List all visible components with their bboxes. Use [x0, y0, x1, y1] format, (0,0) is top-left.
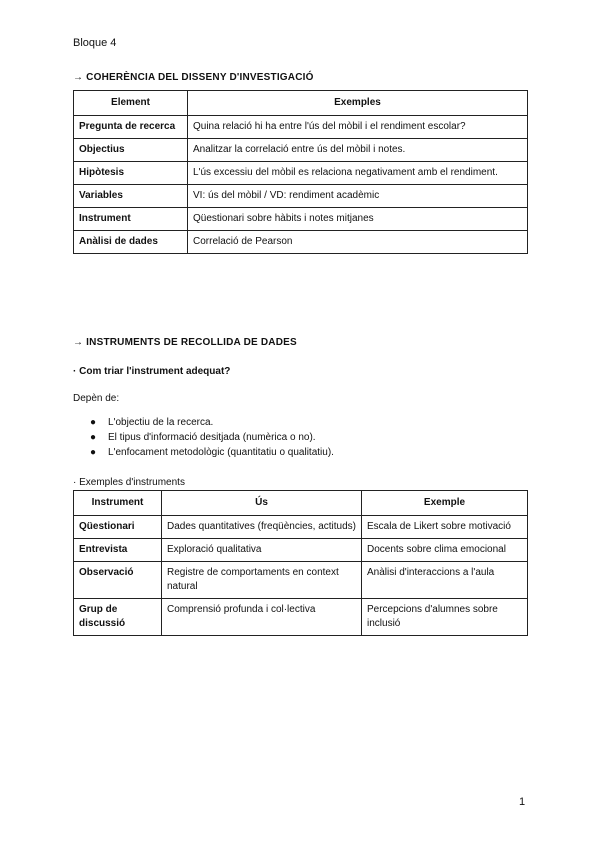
- use-cell: Dades quantitatives (freqüències, actituds): [162, 516, 362, 539]
- bullet-icon: ●: [90, 417, 97, 428]
- example-cell: Correlació de Pearson: [188, 231, 528, 254]
- table-header-row: [74, 91, 528, 116]
- examples-label: · Exemples d'instruments: [73, 477, 185, 488]
- column-header-examples: Exemples: [188, 91, 528, 116]
- table-row: [74, 599, 528, 636]
- element-cell: Variables: [74, 185, 188, 208]
- instrument-cell: Entrevista: [74, 539, 162, 562]
- instrument-cell: Grup de discussió: [74, 599, 162, 636]
- table-row: [74, 139, 528, 162]
- example-cell: Anàlisi d'interaccions a l'aula: [362, 562, 528, 599]
- table-row: [74, 539, 528, 562]
- example-cell: Docents sobre clima emocional: [362, 539, 528, 562]
- column-header-use: Ús: [162, 491, 362, 516]
- element-cell: Pregunta de recerca: [74, 116, 188, 139]
- table-row: [74, 185, 528, 208]
- table-row: [74, 231, 528, 254]
- column-header-example: Exemple: [362, 491, 528, 516]
- table-row: [74, 162, 528, 185]
- use-cell: Comprensió profunda i col·lectiva: [162, 599, 362, 636]
- coherence-table: [73, 90, 528, 254]
- section-heading-instruments: → INSTRUMENTS DE RECOLLIDA DE DADES: [73, 337, 297, 348]
- example-cell: Analitzar la correlació entre ús del mòbil i notes.: [188, 139, 528, 162]
- subheading-choose-instrument: · Com triar l'instrument adequat?: [73, 366, 231, 377]
- example-cell: Qüestionari sobre hàbits i notes mitjanes: [188, 208, 528, 231]
- page-number: 1: [519, 796, 526, 808]
- instrument-cell: Qüestionari: [74, 516, 162, 539]
- bullet-icon: ●: [90, 447, 97, 458]
- example-cell: Escala de Likert sobre motivació: [362, 516, 528, 539]
- element-cell: Instrument: [74, 208, 188, 231]
- intro-text: Depèn de:: [73, 393, 120, 404]
- example-cell: VI: ús del mòbil / VD: rendiment acadèmic: [188, 185, 528, 208]
- instruments-table: [73, 490, 528, 636]
- use-cell: Exploració qualitativa: [162, 539, 362, 562]
- column-header-element: Element: [74, 91, 188, 116]
- page-header: Bloque 4: [73, 37, 117, 49]
- example-cell: Quina relació hi ha entre l'ús del mòbil i el rendiment escolar?: [188, 116, 528, 139]
- list-item: ● El tipus d'informació desitjada (numèrica o no).: [90, 432, 316, 443]
- table-row: [74, 562, 528, 599]
- column-header-instrument: Instrument: [74, 491, 162, 516]
- list-item: ● L'enfocament metodològic (quantitatiu o qualitatiu).: [90, 447, 334, 458]
- table-row: [74, 116, 528, 139]
- bullet-icon: ●: [90, 432, 97, 443]
- table-header-row: [74, 491, 528, 516]
- example-cell: L'ús excessiu del mòbil es relaciona negativament amb el rendiment.: [188, 162, 528, 185]
- element-cell: Anàlisi de dades: [74, 231, 188, 254]
- element-cell: Hipòtesis: [74, 162, 188, 185]
- table-row: [74, 516, 528, 539]
- use-cell: Registre de comportaments en context natural: [162, 562, 362, 599]
- criteria-list: [88, 415, 334, 460]
- element-cell: Objectius: [74, 139, 188, 162]
- example-cell: Percepcions d'alumnes sobre inclusió: [362, 599, 528, 636]
- list-item: ● L'objectiu de la recerca.: [90, 417, 214, 428]
- table-row: [74, 208, 528, 231]
- section-heading-coherence: → COHERÈNCIA DEL DISSENY D'INVESTIGACIÓ: [73, 72, 314, 83]
- instrument-cell: Observació: [74, 562, 162, 599]
